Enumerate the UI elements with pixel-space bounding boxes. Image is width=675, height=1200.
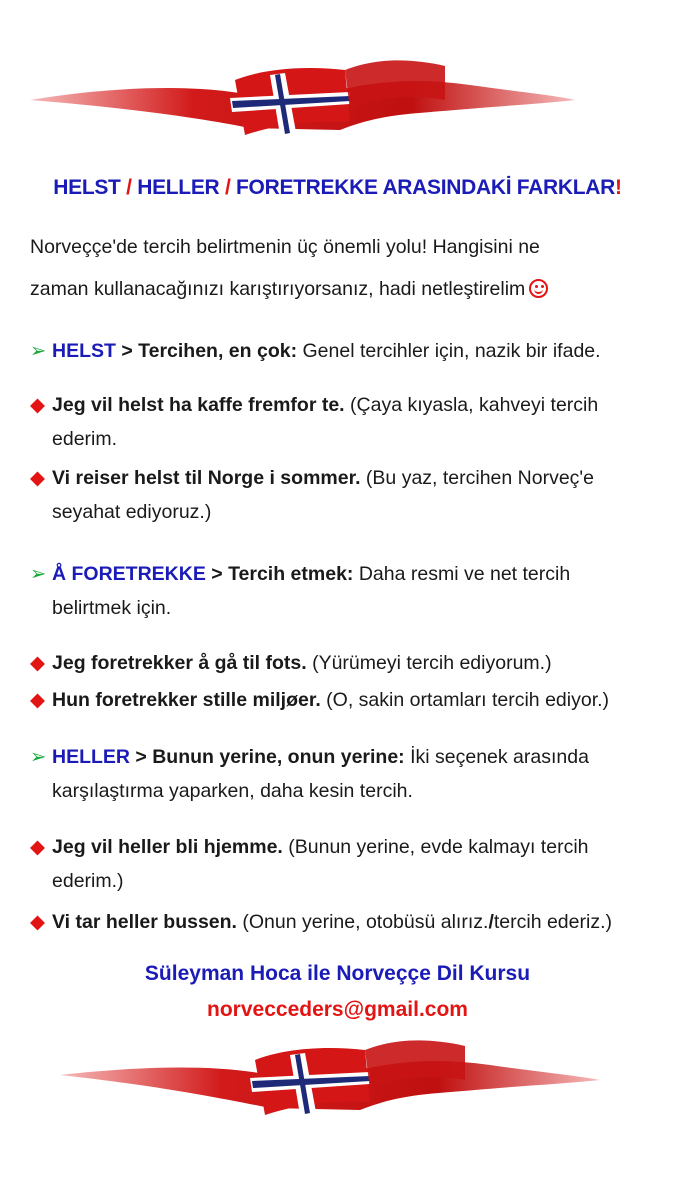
diamond-bullet-icon: ◆	[30, 911, 45, 933]
title-exclamation: !	[615, 176, 622, 199]
diamond-bullet-icon: ◆	[30, 652, 45, 674]
intro-line-2-text: zaman kullanacağınızı karıştırıyorsanız, hadi netleştirelim	[30, 278, 526, 300]
slash-separator: /	[488, 911, 494, 933]
norway-flag-ribbon-top	[0, 40, 675, 150]
intro-paragraph	[30, 226, 650, 310]
course-name: Süleyman Hoca ile Norveççe Dil Kursu	[144, 962, 531, 985]
page-title	[0, 176, 675, 200]
smiley-icon	[529, 279, 548, 298]
example-sentence: Jeg vil helst ha kaffe fremfor te.	[52, 394, 345, 416]
example-translation-cont: ederim.	[52, 428, 118, 450]
description-cont: belirtmek için.	[52, 597, 172, 619]
section-heller-heading	[30, 740, 660, 808]
example-translation-end: tercih ederiz.)	[493, 911, 612, 933]
title-helst: HELST	[53, 176, 121, 199]
example-item	[30, 388, 660, 456]
diamond-bullet-icon: ◆	[30, 836, 45, 858]
arrow-bullet-icon: ➢	[30, 563, 47, 585]
diamond-bullet-icon: ◆	[30, 467, 45, 489]
meaning: > Tercihen, en çok:	[115, 340, 298, 362]
example-item	[30, 830, 660, 898]
keyword-heller: HELLER	[52, 746, 130, 768]
title-separator: /	[219, 176, 237, 199]
keyword-helst: HELST	[52, 340, 116, 362]
example-translation: (Onun yerine, otobüsü alırız.	[236, 911, 489, 933]
arrow-bullet-icon: ➢	[30, 746, 47, 768]
example-translation-cont: ederim.)	[52, 870, 124, 892]
arrow-bullet-icon: ➢	[30, 340, 47, 362]
title-separator: /	[120, 176, 138, 199]
intro-line-1: Norveççe'de tercih belirtmenin üç önemli yolu! Hangisini ne	[30, 236, 540, 258]
norway-flag-ribbon-icon	[0, 40, 675, 150]
description: Daha resmi ve net tercih	[353, 563, 571, 585]
title-heller: HELLER	[137, 176, 220, 199]
description-cont: karşılaştırma yaparken, daha kesin tercih.	[52, 780, 413, 802]
norway-flag-ribbon-bottom	[0, 1020, 675, 1130]
norway-flag-ribbon-icon	[0, 1020, 675, 1130]
example-sentence: Vi tar heller bussen.	[52, 911, 237, 933]
example-translation: (Çaya kıyasla, kahveyi tercih	[344, 394, 599, 416]
meaning: > Bunun yerine, onun yerine:	[130, 746, 405, 768]
example-sentence: Jeg foretrekker å gå til fots.	[52, 652, 307, 674]
example-translation: (Yürümeyi tercih ediyorum.)	[306, 652, 552, 674]
example-sentence: Vi reiser helst til Norge i sommer.	[52, 467, 361, 489]
intro-line-2	[30, 268, 650, 310]
example-sentence: Jeg vil heller bli hjemme.	[52, 836, 283, 858]
diamond-bullet-icon: ◆	[30, 689, 45, 711]
example-sentence: Hun foretrekker stille miljøer.	[52, 689, 321, 711]
example-translation-cont: seyahat ediyoruz.)	[52, 501, 212, 523]
keyword-foretrekke: Å FORETREKKE	[52, 563, 206, 585]
example-translation: (Bunun yerine, evde kalmayı tercih	[282, 836, 589, 858]
section-helst-heading	[30, 334, 660, 368]
diamond-bullet-icon: ◆	[30, 394, 45, 416]
title-foretrekke: FORETREKKE ARASINDAKİ FARKLAR	[236, 176, 616, 199]
section-foretrekke-heading	[30, 557, 660, 625]
meaning: > Tercih etmek:	[205, 563, 354, 585]
example-item	[30, 646, 660, 680]
example-translation: (O, sakin ortamları tercih ediyor.)	[320, 689, 610, 711]
contact-email: norvecceders@gmail.com	[207, 998, 468, 1021]
example-item	[30, 905, 660, 939]
example-translation: (Bu yaz, tercihen Norveç'e	[360, 467, 595, 489]
description: İki seçenek arasında	[404, 746, 589, 768]
description: Genel tercihler için, nazik bir ifade.	[297, 340, 601, 362]
example-item	[30, 461, 660, 529]
example-item	[30, 683, 660, 717]
